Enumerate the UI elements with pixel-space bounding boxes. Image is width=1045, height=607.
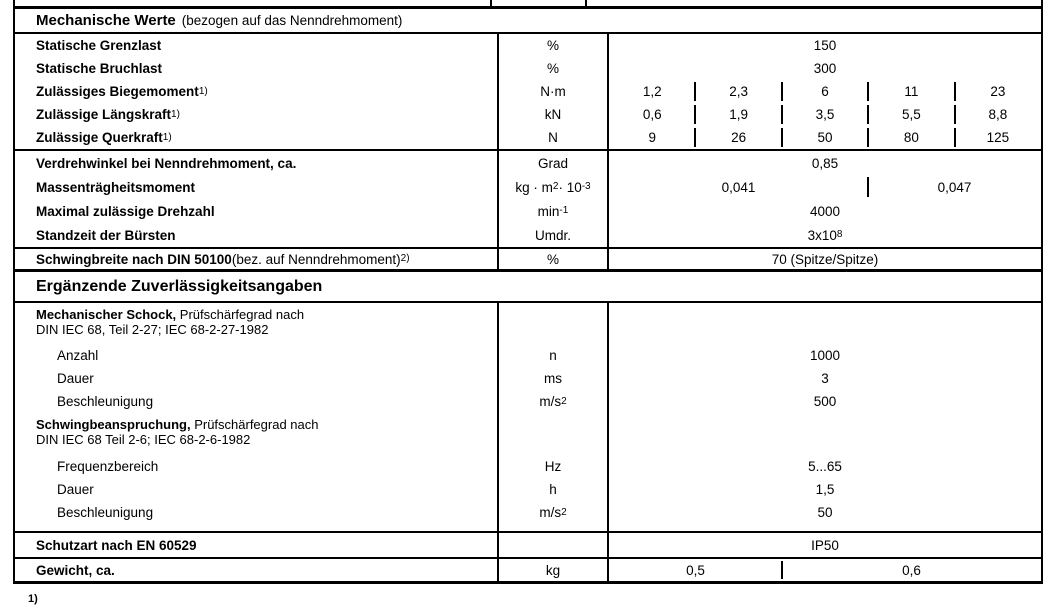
value-split-right: 0,6	[782, 559, 1041, 581]
label-column	[15, 559, 497, 581]
unit-cell: kN	[544, 107, 562, 122]
value-cell	[609, 303, 1041, 344]
value-divider	[954, 128, 956, 147]
label-column	[15, 303, 497, 531]
section-title: Mechanische Werte	[36, 12, 176, 29]
unit-cell: h	[549, 482, 557, 497]
value-split-left: 0,041	[721, 179, 756, 195]
row-title-line1: Mechanischer Schock, Prüfschärfegrad nach	[36, 307, 305, 322]
value-divider	[954, 82, 956, 101]
unit-cell: ms	[544, 371, 562, 386]
value-col-cell: 1,9	[695, 103, 781, 126]
value-column	[609, 151, 1041, 247]
value-cell	[609, 559, 1041, 581]
value-col-cell: 125	[955, 126, 1041, 149]
row-label: Dauer	[57, 482, 94, 497]
value-cell: 70 (Spitze/Spitze)	[771, 251, 879, 267]
value-cell: 500	[813, 394, 837, 409]
value-columns	[609, 126, 1041, 149]
value-col-cell: 6	[782, 80, 868, 103]
value-cell	[609, 103, 1041, 126]
value-cell: 4000	[809, 203, 841, 219]
value-col-cell: 1,2	[642, 84, 662, 99]
value-cell: IP50	[811, 537, 839, 553]
value-col-cell: 11	[868, 80, 954, 103]
top-cutoff-divider	[585, 0, 587, 6]
value-cell: 1,5	[815, 482, 835, 497]
section-header-zuverlaessigkeit	[13, 272, 1043, 301]
section-header-mechanische-werte	[13, 9, 1043, 32]
row-label: Statische Grenzlast	[36, 38, 162, 53]
value-divider	[694, 105, 696, 124]
value-divider	[867, 105, 869, 124]
section-title: Ergänzende Zuverlässigkeitsangaben	[36, 277, 323, 295]
row-label: Zulässige Querkraft 1)	[36, 130, 172, 145]
row-title-line1: Schwingbeanspruchung, Prüfschärfegrad nach	[36, 417, 319, 432]
unit-cell: min -1	[537, 203, 569, 219]
value-column	[609, 34, 1041, 149]
value-cell: 3	[821, 371, 829, 386]
row-title-line2: DIN IEC 68 Teil 2-6; IEC 68-2-6-1982	[36, 432, 251, 447]
value-divider	[781, 128, 783, 147]
value-col-cell: 5,5	[868, 103, 954, 126]
value-column	[609, 533, 1041, 557]
value-divider	[781, 105, 783, 124]
top-cutoff-divider	[490, 0, 492, 6]
value-columns	[609, 103, 1041, 126]
value-split-left: 0,5	[686, 562, 705, 578]
value-col-cell: 23	[955, 80, 1041, 103]
value-divider	[694, 128, 696, 147]
row-label: Schwingbreite nach DIN 50100 (bez. auf Nenndrehmoment) 2)	[36, 251, 410, 267]
row-label: Beschleunigung	[57, 394, 154, 409]
group-rotational-values	[13, 151, 1043, 247]
row-label: Zulässige Längskraft 1)	[36, 107, 180, 122]
value-cell	[609, 80, 1041, 103]
unit-column	[497, 559, 609, 581]
row-label: Standzeit der Bürsten	[36, 227, 176, 243]
unit-cell: %	[546, 61, 559, 76]
unit-cell: N	[548, 130, 558, 145]
unit-cell: m/s 2	[539, 394, 567, 409]
value-divider	[781, 82, 783, 101]
value-col-cell: 26	[695, 126, 781, 149]
value-cell: 3x10 8	[807, 227, 843, 243]
unit-column	[497, 151, 609, 247]
value-cell	[609, 126, 1041, 149]
value-col-cell: 2,3	[695, 80, 781, 103]
value-split	[609, 175, 1041, 199]
unit-cell	[499, 303, 607, 344]
value-col-cell: 8,8	[955, 103, 1041, 126]
row-label: Schutzart nach EN 60529	[36, 537, 197, 553]
unit-column	[497, 34, 609, 149]
unit-cell: Hz	[544, 459, 562, 474]
section-note: (bezogen auf das Nenndrehmoment)	[181, 13, 403, 28]
datasheet-table	[13, 0, 1043, 607]
value-divider	[867, 177, 869, 197]
rule-bottom-thick	[13, 581, 1043, 584]
label-column	[15, 533, 497, 557]
value-cell: 300	[813, 61, 837, 76]
row-label: Frequenzbereich	[57, 459, 159, 474]
row-label: Dauer	[57, 371, 94, 386]
group-weight	[13, 559, 1043, 581]
value-cell	[609, 175, 1041, 199]
unit-cell: m/s 2	[539, 505, 567, 520]
value-split-right: 0,047	[868, 175, 1041, 199]
value-col-cell: 50	[782, 126, 868, 149]
unit-cell: %	[546, 38, 559, 53]
value-cell: 150	[813, 38, 837, 53]
unit-cell: N·m	[540, 84, 566, 99]
value-divider	[867, 82, 869, 101]
value-columns	[609, 80, 1041, 103]
value-col-cell: 80	[868, 126, 954, 149]
row-label: Verdrehwinkel bei Nenndrehmoment, ca.	[36, 155, 297, 171]
value-cell: 50	[817, 505, 833, 520]
label-column	[15, 249, 497, 269]
value-column	[609, 249, 1041, 269]
value-cell: 0,85	[811, 155, 839, 171]
group-protection-class	[13, 533, 1043, 557]
value-col-cell: 0,6	[642, 107, 662, 122]
row-label: Zulässiges Biegemoment 1)	[36, 84, 208, 99]
unit-cell: %	[546, 251, 559, 267]
unit-column	[497, 249, 609, 269]
footnote-marker: 1)	[28, 593, 38, 605]
value-column	[609, 303, 1041, 531]
row-label: Anzahl	[57, 348, 99, 363]
unit-column	[497, 533, 609, 557]
label-column	[15, 151, 497, 247]
value-divider	[781, 561, 783, 579]
value-col-cell: 9	[648, 130, 656, 145]
row-title	[15, 413, 497, 455]
unit-cell: kg	[545, 562, 561, 578]
footnote-cutoff	[13, 593, 1043, 607]
value-divider	[867, 128, 869, 147]
group-mechanical-limits	[13, 34, 1043, 149]
top-cutoff-row	[13, 0, 1043, 6]
row-label: Maximal zulässige Drehzahl	[36, 203, 215, 219]
row-title-line2: DIN IEC 68, Teil 2-27; IEC 68-2-27-1982	[36, 322, 269, 337]
value-divider	[694, 82, 696, 101]
value-cell	[609, 413, 1041, 455]
group-reliability-details	[13, 303, 1043, 531]
value-cell: 1000	[809, 348, 841, 363]
row-label: Massenträgheitsmoment	[36, 179, 196, 195]
value-divider	[954, 105, 956, 124]
row-label: Statische Bruchlast	[36, 61, 163, 76]
unit-cell: Grad	[537, 155, 568, 171]
row-label: Beschleunigung	[57, 505, 154, 520]
value-col-cell: 3,5	[782, 103, 868, 126]
group-vibration-amplitude	[13, 249, 1043, 269]
value-cell: 5...65	[808, 459, 842, 474]
unit-cell: n	[549, 348, 557, 363]
unit-cell	[499, 413, 607, 455]
row-label: Gewicht, ca.	[36, 562, 115, 578]
value-column	[609, 559, 1041, 581]
unit-column	[497, 303, 609, 531]
unit-cell: kg · m 2 · 10 -3	[515, 179, 591, 195]
unit-cell	[499, 533, 607, 557]
value-split	[609, 559, 1041, 581]
label-column	[15, 34, 497, 149]
row-title	[15, 303, 497, 344]
unit-cell: Umdr.	[534, 227, 571, 243]
